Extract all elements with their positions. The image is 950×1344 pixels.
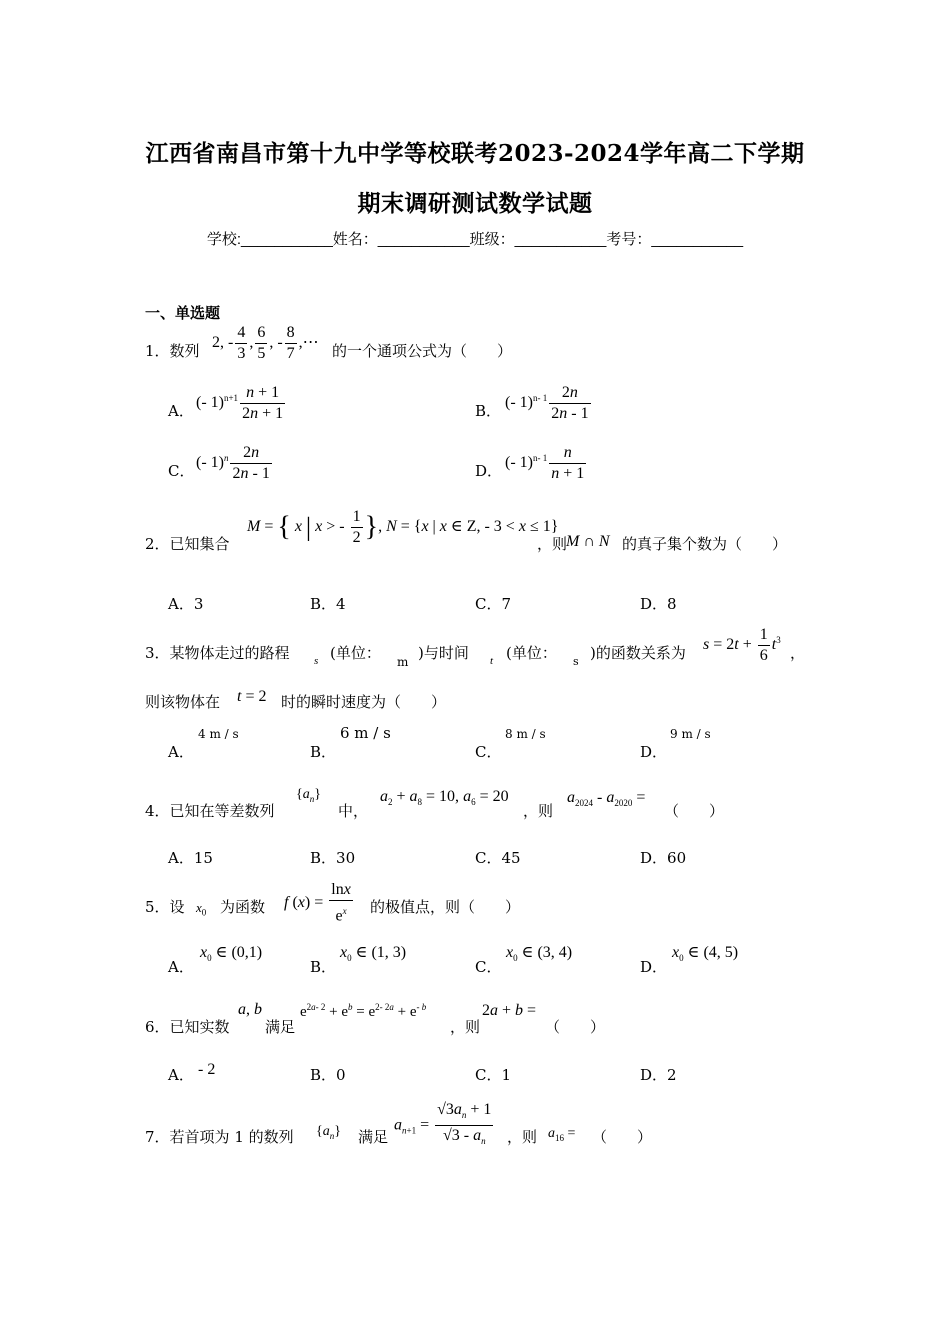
q7-stem-post1: ，则 [507, 1128, 538, 1146]
question-5 [145, 896, 185, 917]
q3-text4: (单位： [506, 644, 557, 662]
q2-stem-pre: 已知集合 [169, 535, 230, 553]
q5-option-d-label: D． [640, 958, 668, 976]
section-heading: 一、单选题 [145, 305, 221, 322]
q2-option-a: A．3 [168, 595, 204, 613]
q2-stem-post2: 的真子集个数为（ ） [622, 535, 788, 553]
q1-number: 1． [145, 342, 170, 360]
q5-number: 5． [145, 898, 170, 916]
q5-option-d-math: $x_0$ ∈ (4, 5) [672, 944, 739, 964]
q3-text1: 某物体走过的路程 [169, 644, 290, 662]
question-6 [145, 1016, 230, 1037]
q7-stem-post2: （ ） [592, 1128, 653, 1146]
q6-target-math: 2a + b = [482, 1002, 537, 1019]
q4-stem-mid: 中， [338, 802, 369, 820]
q3-option-a-value: 4 m / s [198, 727, 239, 741]
q6-option-a-label: A． [168, 1066, 194, 1084]
q5-option-a-math: $x_0$ ∈ (0,1) [200, 944, 263, 964]
q1-option-c-math: (- 1)$^n$ $\frac{2n}{2n - 1}$ [196, 444, 270, 482]
q4-option-a: A．15 [168, 849, 213, 867]
question-3 [145, 642, 290, 663]
q3-line2b: 时的瞬时速度为（ ） [281, 693, 447, 711]
q2-intersection-math: M ∩ N [566, 533, 610, 550]
q5-option-c-label: C． [475, 958, 502, 976]
q3-text5: )的函数关系为 [590, 644, 686, 662]
q5-x0-math: $x_0$ [196, 900, 207, 918]
q3-text2: (单位： [330, 644, 381, 662]
q5-stem-post: 的极值点，则（ ） [370, 898, 521, 916]
q2-option-d: D．8 [640, 595, 677, 613]
q1-option-c-label: C． [168, 462, 195, 480]
q3-unit-s: s [573, 655, 579, 668]
q7-stem-pre: 若首项为 1 的数列 [169, 1128, 294, 1146]
q3-option-a-label: A． [168, 743, 194, 761]
q5-stem-pre: 设 [169, 898, 185, 916]
q4-seq-math: $\{a_n\}$ [296, 787, 321, 804]
q3-option-d-label: D． [640, 743, 668, 761]
q7-stem-mid: 满足 [358, 1128, 389, 1146]
q1-stem-pre: 数列 [169, 342, 200, 360]
page-title-line2: 期末调研测试数学试题 [357, 190, 593, 217]
q3-unit-m: m [397, 655, 409, 669]
question-7 [145, 1126, 294, 1147]
q5-function-math: f (x) = $\frac{\ln x}{e^x}$ [284, 881, 351, 925]
q4-stem-pre: 已知在等差数列 [169, 802, 275, 820]
question-2 [145, 533, 230, 554]
q7-recurrence-math: $a_{n+1}$ = $\frac{√3a_n + 1}{√3 - a_n}$ [394, 1101, 492, 1147]
q2-option-c: C．7 [475, 595, 512, 613]
q6-stem-post2: （ ） [545, 1018, 606, 1036]
q6-option-d: D．2 [640, 1066, 677, 1084]
q3-option-b-label: B． [310, 743, 337, 761]
q3-t-equals-2: t = 2 [237, 688, 267, 705]
q7-seq-math: $\{a_n\}$ [316, 1124, 341, 1141]
q6-stem-mid: 满足 [265, 1018, 296, 1036]
q5-option-a-label: A． [168, 958, 194, 976]
q1-sequence-math: 2, - $\frac{4}{3}$ , $\frac{6}{5}$ , - $\frac{8}{7}$ ,⋯ [212, 324, 319, 362]
q4-number: 4． [145, 802, 170, 820]
q4-option-b: B．30 [310, 849, 356, 867]
q6-vars-math: a, b [238, 1001, 262, 1018]
q5-option-b-label: B． [310, 958, 337, 976]
q1-option-b-math: (- 1)$^{n- 1}$ $\frac{2n}{2n - 1}$ [505, 384, 589, 422]
q3-text6: ， [790, 644, 806, 662]
q6-option-b: B．0 [310, 1066, 346, 1084]
q4-option-c: C．45 [475, 849, 521, 867]
q4-stem-post1: ，则 [523, 802, 554, 820]
q7-target-math: $a_{16}$ = [548, 1126, 576, 1143]
q4-option-d: D．60 [640, 849, 687, 867]
q6-stem-post1: ，则 [450, 1018, 481, 1036]
q2-stem-post1: ，则 [537, 535, 568, 553]
q5-stem-mid: 为函数 [220, 898, 266, 916]
q3-function-math: s = 2t + $\frac{1}{6}$ $t^3$ [703, 626, 781, 664]
q1-stem-post: 的一个通项公式为（ ） [332, 342, 513, 360]
question-1 [145, 340, 200, 361]
q2-number: 2． [145, 535, 170, 553]
q5-option-b-math: $x_0$ ∈ (1, 3) [340, 944, 407, 964]
q3-option-d-value: 9 m / s [670, 727, 711, 741]
q4-stem-post2: （ ） [664, 802, 725, 820]
q3-option-c-label: C． [475, 743, 502, 761]
page-title-line1: 江西省南昌市第十九中学等校联考2023-2024学年高二下学期 [145, 140, 805, 167]
q5-option-c-math: $x_0$ ∈ (3, 4) [506, 944, 573, 964]
q3-var-s: s [314, 655, 319, 667]
q7-number: 7． [145, 1128, 170, 1146]
q3-option-c-value: 8 m / s [505, 727, 546, 741]
q4-condition-math: $a_2 + a_8 = 10$, $a_6 = 20$ [380, 788, 509, 808]
question-4 [145, 800, 275, 821]
q1-option-a-label: A． [168, 402, 194, 420]
q3-var-t: t [490, 655, 494, 667]
q2-option-b: B．4 [310, 595, 346, 613]
student-info-line: 学校:___________姓名：___________班级：___________考号：___________ [206, 231, 744, 248]
q1-option-a-math: (- 1)$^{n+1}$ $\frac{n + 1}{2n + 1}$ [196, 384, 284, 422]
q1-option-b-label: B． [475, 402, 502, 420]
q2-set-math: M = { x | x > - $\frac{1}{2}$ }, N = {x | x ∈ Z, - 3 < x ≤ 1} [247, 508, 559, 546]
q6-equation-math: $e^{2a- 2} + e^b = e^{2- 2a} + e^{- b}$ [300, 1002, 427, 1020]
q1-option-d-math: (- 1)$^{n- 1}$ $\frac{n}{n + 1}$ [505, 444, 585, 482]
q4-target-math: $a_{2024} - a_{2020}$ = [567, 789, 646, 809]
q1-option-d-label: D． [475, 462, 503, 480]
q6-option-a-value: - 2 [198, 1061, 216, 1078]
q3-number: 3． [145, 644, 170, 662]
q3-line2a: 则该物体在 [145, 693, 221, 711]
q3-option-b-value: 6 m / s [340, 724, 391, 742]
q6-option-c: C．1 [475, 1066, 512, 1084]
q6-stem-pre: 已知实数 [169, 1018, 230, 1036]
q6-number: 6． [145, 1018, 170, 1036]
q3-text3: )与时间 [418, 644, 469, 662]
